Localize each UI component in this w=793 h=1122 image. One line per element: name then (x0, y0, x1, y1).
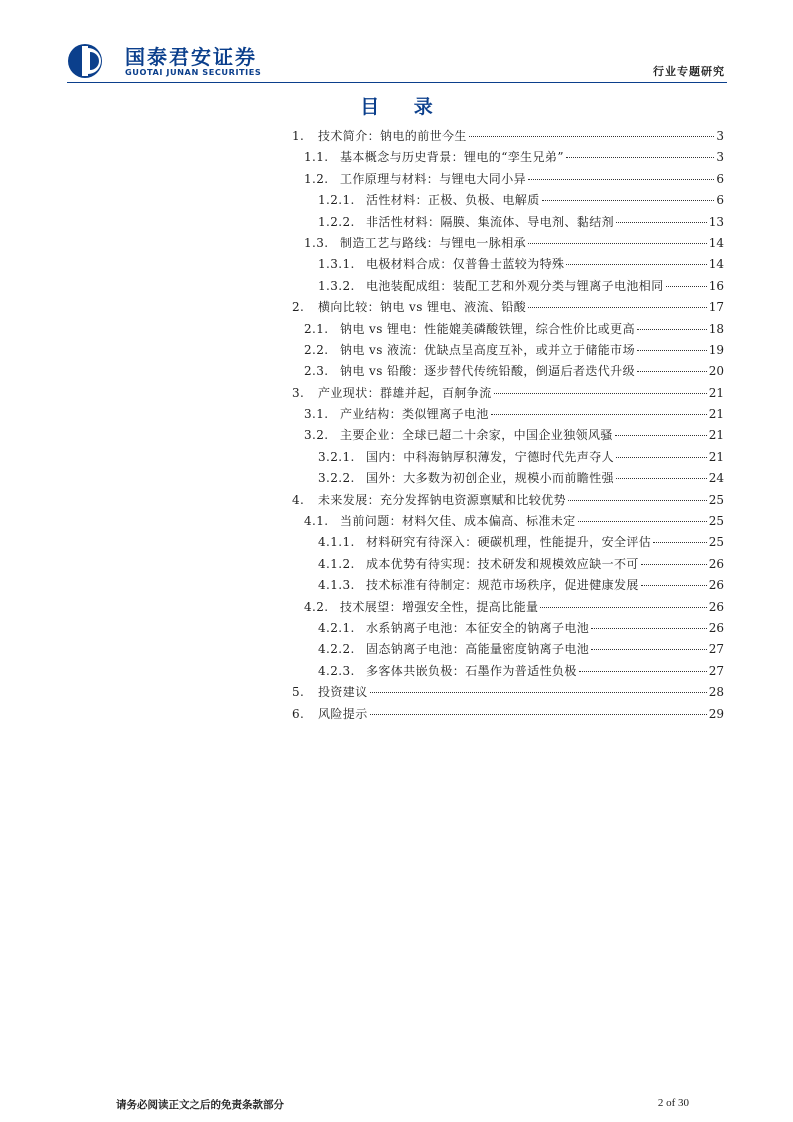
toc-entry-page: 16 (708, 278, 724, 293)
toc-entry[interactable] (290, 383, 724, 404)
toc-dot-leader (568, 499, 707, 501)
toc-entry-page: 21 (708, 407, 724, 422)
toc-entry-number: 4.2.2. (318, 642, 355, 657)
toc-entry-title: 水系钠离子电池：本征安全的钠离子电池 (366, 620, 590, 635)
toc-entry[interactable] (290, 404, 724, 425)
toc-entry-number: 2. (292, 300, 305, 315)
toc-entry-title: 电极材料合成：仅普鲁士蓝较为特殊 (366, 257, 565, 272)
company-logo-icon (67, 43, 103, 79)
toc-entry-title: 产业现状：群雄并起，百舸争流 (318, 385, 492, 400)
toc-dot-leader (616, 477, 707, 479)
toc-entry-number: 5. (292, 685, 305, 700)
toc-dot-leader (637, 328, 707, 330)
toc-entry-number: 1.2. (304, 171, 329, 186)
toc-entry-title: 非活性材料：隔膜、集流体、导电剂、黏结剂 (366, 214, 615, 229)
toc-entry-title: 基本概念与历史背景：锂电的“孪生兄弟” (340, 150, 564, 165)
toc-entry-number: 2.1. (304, 321, 329, 336)
toc-entry[interactable] (290, 639, 724, 660)
toc-dot-leader (370, 691, 707, 693)
toc-dot-leader (637, 349, 707, 351)
toc-dot-leader (566, 156, 714, 158)
toc-entry-number: 4.2. (304, 599, 329, 614)
brand-name-cn: 国泰君安证券 (125, 45, 257, 69)
toc-entry-number: 3.2. (304, 428, 329, 443)
toc-entry-page: 25 (708, 514, 724, 529)
toc-entry-title: 多客体共嵌负极：石墨作为普适性负极 (366, 663, 577, 678)
toc-entry-page: 6 (716, 171, 724, 186)
toc-entry-number: 4.2.1. (318, 620, 355, 635)
toc-entry-page: 21 (708, 428, 724, 443)
toc-entry[interactable] (290, 597, 724, 618)
toc-entry[interactable] (290, 276, 724, 297)
toc-entry-number: 1. (292, 129, 305, 143)
toc-entry-number: 4. (292, 492, 305, 507)
toc-entry-title: 技术展望：增强安全性，提高比能量 (340, 599, 539, 614)
toc-entry-title: 产业结构：类似锂离子电池 (340, 407, 489, 422)
toc-entry-page: 26 (708, 620, 724, 635)
toc-entry-title: 固态钠离子电池：高能量密度钠离子电池 (366, 642, 590, 657)
toc-entry[interactable] (290, 254, 724, 275)
toc-entry-title: 成本优势有待实现：技术研发和规模效应缺一不可 (366, 556, 639, 571)
toc-entry[interactable] (290, 704, 724, 725)
disclaimer-note: 请务必阅读正文之后的免责条款部分 (116, 1099, 284, 1111)
toc-entry-page: 29 (708, 706, 724, 721)
toc-dot-leader (528, 242, 707, 244)
toc-entry-page: 18 (708, 321, 724, 336)
toc-entry-number: 1.3.2. (318, 278, 355, 293)
toc-entry-page: 14 (708, 257, 724, 272)
toc-dot-leader (579, 670, 707, 672)
toc-entry[interactable] (290, 233, 724, 254)
toc-entry-number: 3.1. (304, 407, 329, 422)
toc-entry-page: 20 (708, 364, 724, 379)
toc-entry-number: 4.1.1. (318, 535, 355, 550)
toc-dot-leader (653, 541, 707, 543)
toc-entry-page: 14 (708, 235, 724, 250)
toc-entry-page: 26 (708, 556, 724, 571)
toc-entry-title: 风险提示 (318, 706, 368, 721)
toc-entry-number: 4.1.3. (318, 578, 355, 593)
toc-entry-title: 未来发展：充分发挥钠电资源禀赋和比较优势 (318, 492, 567, 507)
toc-dot-leader (616, 456, 707, 458)
toc-dot-leader (578, 520, 707, 522)
toc-entry[interactable] (290, 425, 724, 446)
toc-entry-number: 4.1. (304, 514, 329, 529)
toc-dot-leader (542, 199, 715, 201)
toc-entry-number: 6. (292, 706, 305, 721)
toc-entry-number: 4.2.3. (318, 663, 355, 678)
toc-entry-page: 21 (708, 385, 724, 400)
toc-entry[interactable] (290, 361, 724, 382)
toc-entry-number: 2.2. (304, 342, 329, 357)
table-of-contents (290, 126, 724, 725)
toc-entry-page: 27 (708, 642, 724, 657)
brand-name-en: GUOTAI JUNAN SECURITIES (125, 67, 262, 77)
toc-entry-number: 2.3. (304, 364, 329, 379)
toc-entry[interactable] (290, 190, 724, 211)
toc-entry-title: 钠电 vs 液流：优缺点呈高度互补，或并立于储能市场 (340, 342, 635, 357)
toc-entry-page: 28 (708, 685, 724, 700)
toc-entry-page: 26 (708, 578, 724, 593)
toc-entry-page: 3 (716, 129, 724, 143)
toc-dot-leader (637, 370, 707, 372)
toc-entry[interactable] (290, 147, 724, 168)
toc-entry[interactable] (290, 575, 724, 596)
toc-entry-page: 3 (716, 150, 724, 165)
toc-entry[interactable] (290, 468, 724, 489)
toc-entry-number: 3.2.1. (318, 449, 355, 464)
toc-entry-title: 电池装配成组：装配工艺和外观分类与锂离子电池相同 (366, 278, 664, 293)
toc-entry[interactable] (290, 618, 724, 639)
toc-dot-leader (370, 713, 707, 715)
toc-entry-number: 1.3. (304, 235, 329, 250)
toc-entry-page: 24 (708, 471, 724, 486)
toc-entry-page: 17 (708, 300, 724, 315)
toc-entry-title: 横向比较：钠电 vs 锂电、液流、铅酸 (318, 300, 527, 315)
toc-dot-leader (615, 434, 707, 436)
toc-dot-leader (491, 413, 707, 415)
toc-dot-leader (591, 648, 707, 650)
toc-entry-page: 25 (708, 492, 724, 507)
toc-entry-title: 制造工艺与路线：与锂电一脉相承 (340, 235, 527, 250)
toc-entry[interactable] (290, 169, 724, 190)
toc-entry-title: 技术简介：钠电的前世今生 (318, 129, 467, 143)
toc-entry[interactable] (290, 126, 724, 147)
toc-dot-leader (641, 563, 707, 565)
toc-entry[interactable] (290, 554, 724, 575)
toc-entry-title: 材料研究有待深入：硬碳机理，性能提升，安全评估 (366, 535, 652, 550)
toc-entry[interactable] (290, 319, 724, 340)
toc-entry-title: 投资建议 (318, 685, 368, 700)
page-number: 2 of 30 (657, 1097, 689, 1109)
toc-entry[interactable] (290, 682, 724, 703)
toc-entry-title: 国外：大多数为初创企业，规模小而前瞻性强 (366, 471, 615, 486)
toc-dot-leader (591, 627, 707, 629)
toc-entry-number: 1.3.1. (318, 257, 355, 272)
toc-dot-leader (494, 392, 707, 394)
toc-entry-page: 26 (708, 599, 724, 614)
report-category-label: 行业专题研究 (653, 65, 725, 78)
toc-entry-title: 活性材料：正极、负极、电解质 (366, 193, 540, 208)
toc-entry-number: 3. (292, 385, 305, 400)
toc-entry-number: 4.1.2. (318, 556, 355, 571)
toc-entry-page: 19 (708, 342, 724, 357)
toc-entry-page: 25 (708, 535, 724, 550)
toc-entry[interactable] (290, 661, 724, 682)
toc-entry-number: 3.2.2. (318, 471, 355, 486)
toc-entry[interactable] (290, 532, 724, 553)
toc-entry[interactable] (290, 297, 724, 318)
toc-dot-leader (566, 263, 706, 265)
toc-entry[interactable] (290, 212, 724, 233)
toc-entry-number: 1.2.1. (318, 193, 355, 208)
toc-entry-title: 钠电 vs 铅酸：逐步替代传统铅酸，倒逼后者迭代升级 (340, 364, 635, 379)
toc-title: 目 录 (360, 96, 447, 118)
toc-entry-title: 国内：中科海钠厚积薄发，宁德时代先声夺人 (366, 449, 615, 464)
toc-dot-leader (540, 606, 706, 608)
toc-entry-page: 27 (708, 663, 724, 678)
toc-entry[interactable] (290, 447, 724, 468)
toc-entry[interactable] (290, 490, 724, 511)
toc-dot-leader (528, 178, 714, 180)
toc-dot-leader (666, 285, 707, 287)
toc-entry-page: 13 (708, 214, 724, 229)
toc-entry-title: 当前问题：材料欠佳、成本偏高、标准未定 (340, 514, 576, 529)
toc-dot-leader (641, 584, 707, 586)
toc-entry[interactable] (290, 340, 724, 361)
toc-entry[interactable] (290, 511, 724, 532)
page-header (0, 0, 793, 90)
toc-entry-title: 钠电 vs 锂电：性能媲美磷酸铁锂，综合性价比或更高 (340, 321, 635, 336)
toc-dot-leader (616, 221, 707, 223)
toc-dot-leader (528, 306, 707, 308)
toc-entry-page: 6 (716, 193, 724, 208)
toc-entry-number: 1.1. (304, 150, 329, 165)
toc-entry-title: 工作原理与材料：与锂电大同小异 (340, 171, 527, 186)
toc-entry-number: 1.2.2. (318, 214, 355, 229)
toc-entry-title: 技术标准有待制定：规范市场秩序，促进健康发展 (366, 578, 639, 593)
toc-entry-title: 主要企业：全球已超二十余家，中国企业独领风骚 (340, 428, 613, 443)
toc-entry-page: 21 (708, 449, 724, 464)
header-divider (67, 82, 727, 83)
toc-dot-leader (469, 135, 715, 137)
